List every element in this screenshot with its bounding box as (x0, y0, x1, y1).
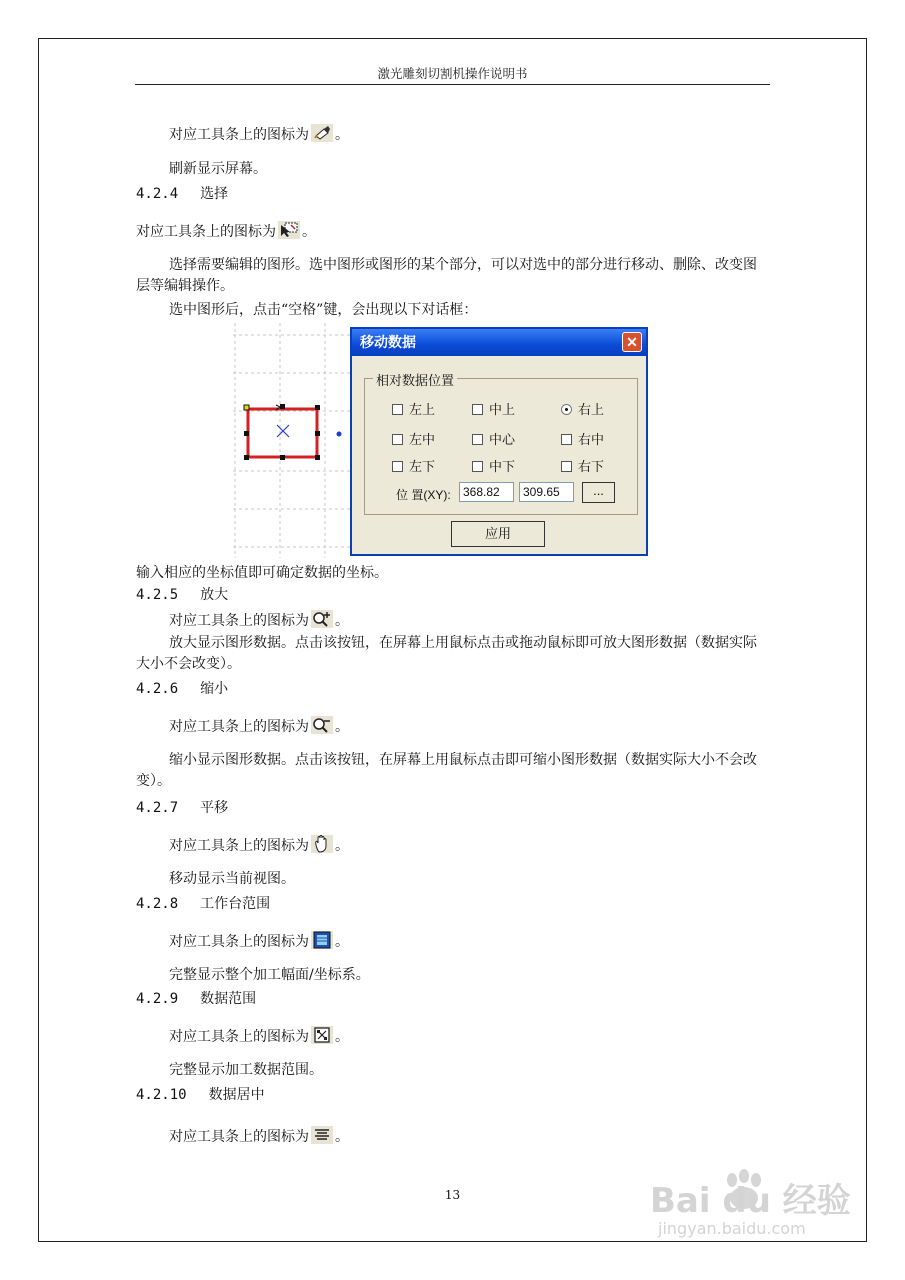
section-title: 工作台范围 (200, 896, 271, 912)
zoom-out-icon (311, 716, 333, 734)
option-label: 左下 (409, 459, 436, 474)
section-title: 选择 (200, 186, 229, 202)
option-middle-right[interactable] (561, 429, 604, 448)
text-line: 刷新显示屏幕。 (169, 161, 267, 177)
checkbox[interactable] (472, 404, 483, 415)
dialog-title-bar (352, 329, 646, 356)
radio-selected[interactable] (561, 404, 572, 415)
line-text: 对应工具条上的图标为 (169, 613, 309, 629)
line-text: 对应工具条上的图标为 (169, 838, 309, 854)
option-top-center[interactable] (472, 399, 515, 418)
line-text: 对应工具条上的图标为 (169, 934, 309, 950)
table-range-icon (311, 931, 333, 949)
section-title: 数据居中 (208, 1087, 265, 1103)
page-header: 激光雕刻切割机操作说明书 (377, 66, 528, 81)
text-line (169, 716, 349, 736)
text-line: 输入相应的坐标值即可确定数据的坐标。 (136, 565, 388, 581)
line-text: 对应工具条上的图标为 (169, 1029, 309, 1045)
apply-button[interactable]: 应用 (451, 521, 545, 547)
baidu-jingyan-watermark (640, 1168, 865, 1240)
text-line (136, 221, 316, 241)
line-end: 。 (335, 1029, 349, 1045)
option-label: 左上 (409, 402, 436, 417)
canvas-grid (233, 323, 358, 558)
paragraph: 缩小显示图形数据。点击该按钮，在屏幕上用鼠标点击即可缩小图形数据（数据实际大小不会改变）。 (136, 752, 757, 789)
move-data-dialog (350, 327, 648, 556)
option-bottom-left[interactable] (392, 456, 435, 475)
option-label: 中下 (489, 459, 516, 474)
checkbox[interactable] (392, 434, 403, 445)
pan-hand-icon (311, 835, 333, 853)
watermark-url: jingyan.baidu.com (658, 1219, 806, 1238)
line-text: 对应工具条上的图标为 (169, 127, 309, 143)
page-number: 13 (444, 1188, 461, 1202)
option-label: 右上 (578, 402, 605, 417)
checkbox[interactable] (561, 434, 572, 445)
text-line: 移动显示当前视图。 (169, 871, 295, 887)
section-heading (136, 185, 228, 203)
text-line (169, 124, 349, 144)
text-line (169, 1126, 349, 1146)
text-line (169, 931, 349, 951)
section-heading (136, 990, 256, 1008)
checkbox[interactable] (472, 461, 483, 472)
option-center[interactable] (472, 429, 515, 448)
header-rule (135, 84, 770, 85)
checkbox[interactable] (472, 434, 483, 445)
section-title: 平移 (200, 800, 229, 816)
text-line (169, 1026, 349, 1046)
x-input[interactable]: 368.82 (459, 482, 514, 502)
section-heading (136, 680, 228, 698)
group-label: 相对数据位置 (373, 370, 457, 389)
close-icon[interactable]: ✕ (622, 332, 642, 352)
section-title: 数据范围 (200, 991, 257, 1007)
section-heading (136, 799, 228, 817)
option-bottom-right[interactable] (561, 456, 604, 475)
section-title: 放大 (200, 587, 229, 603)
text-line (169, 610, 349, 630)
select-icon (278, 221, 300, 239)
line-text: 对应工具条上的图标为 (169, 719, 309, 735)
text-line: 选中图形后，点击“空格”键，会出现以下对话框： (169, 302, 478, 318)
checkbox[interactable] (392, 404, 403, 415)
text-line: 完整显示整个加工幅面/坐标系。 (169, 967, 370, 983)
watermark-brand: Bai du 经验 (650, 1181, 851, 1221)
line-end: 。 (302, 224, 316, 240)
refresh-icon (311, 124, 333, 142)
section-number: 4.2.7 (136, 800, 179, 816)
line-end: 。 (335, 1129, 349, 1145)
option-label: 中心 (489, 432, 516, 447)
option-top-left[interactable] (392, 399, 435, 418)
section-number: 4.2.5 (136, 587, 179, 603)
section-heading (136, 1086, 265, 1104)
dialog-title: 移动数据 (360, 334, 416, 350)
dialog-figure (233, 323, 651, 558)
line-end: 。 (335, 719, 349, 735)
watermark-logo (640, 1168, 865, 1240)
text-line (169, 835, 349, 855)
section-number: 4.2.10 (136, 1087, 187, 1103)
line-text: 对应工具条上的图标为 (169, 1129, 309, 1145)
browse-button[interactable]: ... (582, 482, 615, 503)
section-title: 缩小 (200, 681, 229, 697)
zoom-in-icon (311, 610, 333, 628)
option-bottom-center[interactable] (472, 456, 515, 475)
line-end: 。 (335, 613, 349, 629)
option-label: 中上 (489, 402, 516, 417)
line-text: 对应工具条上的图标为 (136, 224, 276, 240)
checkbox[interactable] (392, 461, 403, 472)
section-number: 4.2.6 (136, 681, 179, 697)
center-data-icon (311, 1126, 333, 1144)
line-end: 。 (335, 127, 349, 143)
line-end: 。 (335, 934, 349, 950)
paragraph: 选择需要编辑的图形。选中图形或图形的某个部分，可以对选中的部分进行移动、删除、改变图层等编辑操作。 (136, 257, 757, 294)
option-middle-left[interactable] (392, 429, 435, 448)
text-line: 完整显示加工数据范围。 (169, 1062, 323, 1078)
section-number: 4.2.9 (136, 991, 179, 1007)
section-number: 4.2.8 (136, 896, 179, 912)
data-range-icon (311, 1026, 333, 1044)
y-input[interactable]: 309.65 (519, 482, 574, 502)
option-label: 右下 (578, 459, 605, 474)
option-label: 右中 (578, 432, 605, 447)
section-number: 4.2.4 (136, 186, 179, 202)
line-end: 。 (335, 838, 349, 854)
paragraph: 放大显示图形数据。点击该按钮，在屏幕上用鼠标点击或拖动鼠标即可放大图形数据（数据实际大小不会改变）。 (136, 635, 757, 672)
section-heading (136, 895, 270, 913)
option-label: 左中 (409, 432, 436, 447)
checkbox[interactable] (561, 461, 572, 472)
option-top-right[interactable] (561, 399, 604, 418)
section-heading (136, 586, 228, 604)
position-label: 位 置(XY): (396, 488, 451, 502)
